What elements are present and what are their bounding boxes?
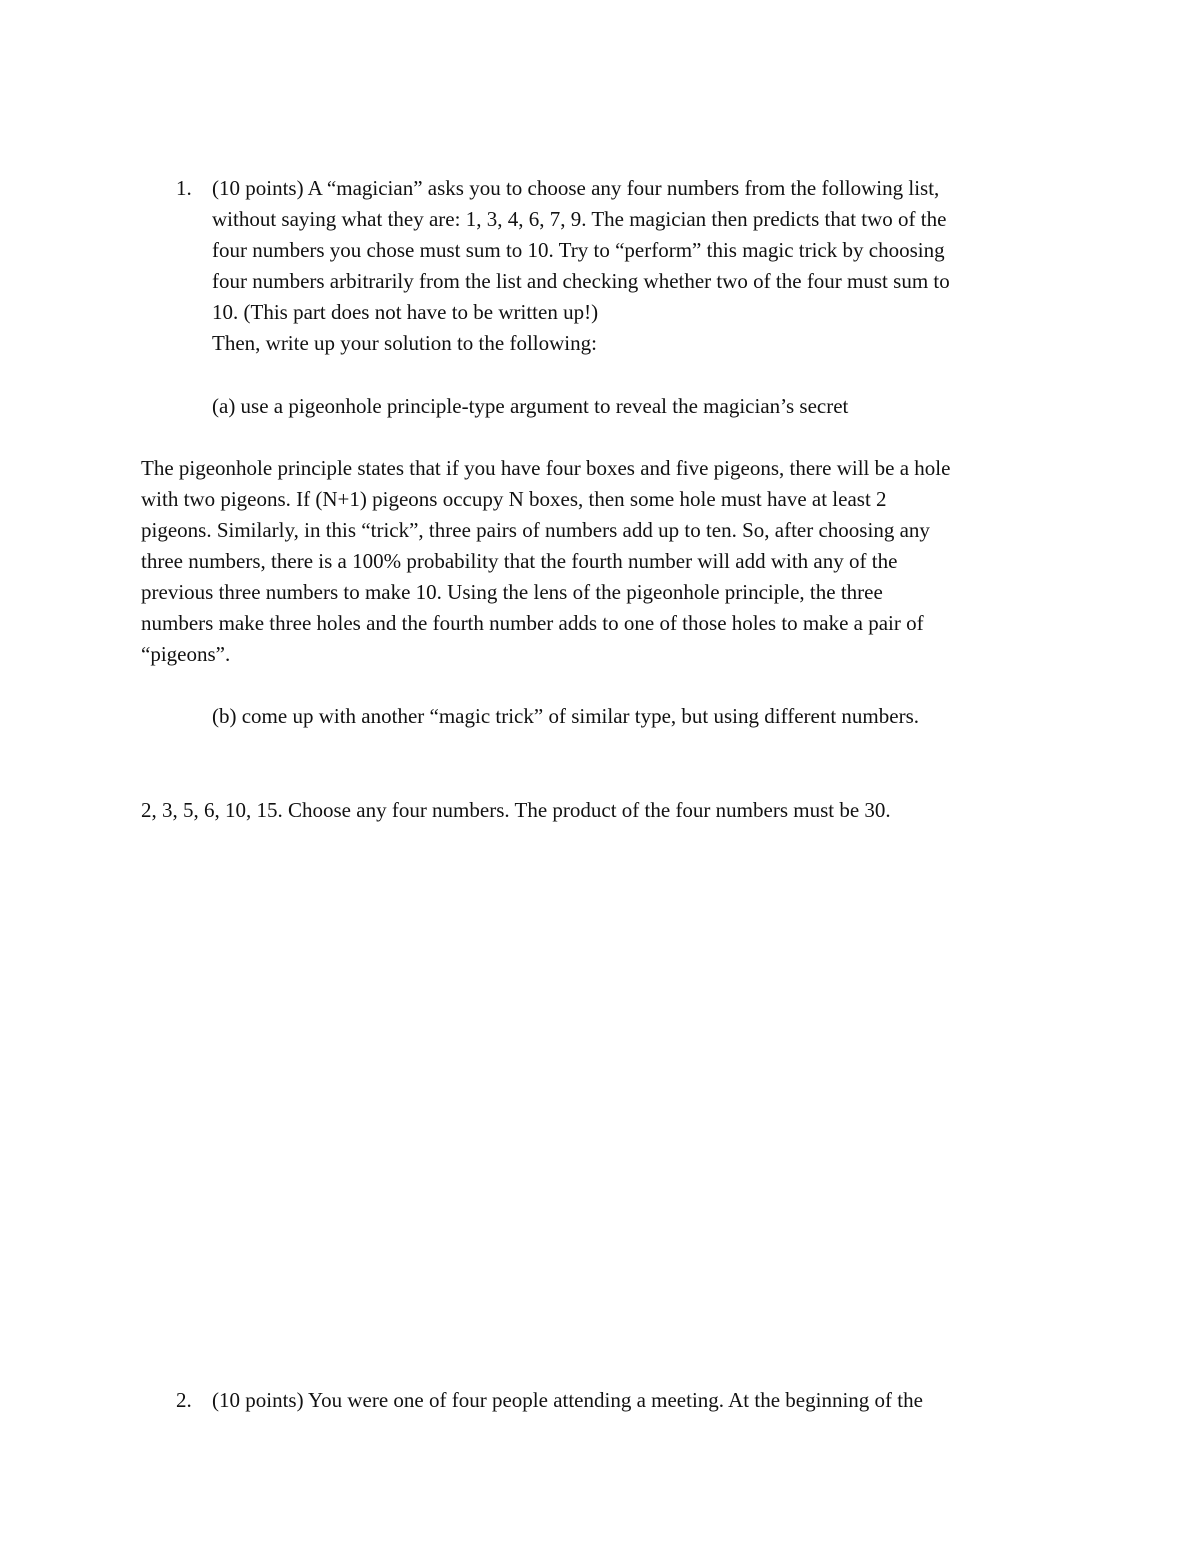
- question-2-number: 2.: [176, 1388, 192, 1412]
- answer-line: three numbers, there is a 100% probability that the fourth number will add with any of the: [141, 549, 898, 573]
- answer-line: pigeons. Similarly, in this “trick”, three pairs of numbers add up to ten. So, after choosing any: [141, 518, 930, 542]
- question-1-line: four numbers you chose must sum to 10. Try to “perform” this magic trick by choosing: [212, 238, 945, 262]
- part-b-answer: 2, 3, 5, 6, 10, 15. Choose any four numbers. The product of the four numbers must be 30.: [141, 798, 891, 822]
- answer-line: The pigeonhole principle states that if you have four boxes and five pigeons, there will be a hole: [141, 456, 951, 480]
- question-1-line: without saying what they are: 1, 3, 4, 6, 7, 9. The magician then predicts that two of the: [212, 207, 947, 231]
- answer-line: with two pigeons. If (N+1) pigeons occupy N boxes, then some hole must have at least 2: [141, 487, 887, 511]
- question-1-line: 10. (This part does not have to be written up!): [212, 300, 599, 324]
- question-1-number: 1.: [176, 176, 192, 200]
- answer-line: numbers make three holes and the fourth number adds to one of those holes to make a pair of: [141, 611, 924, 635]
- question-1-line: Then, write up your solution to the following:: [212, 331, 597, 355]
- question-1-line: four numbers arbitrarily from the list and checking whether two of the four must sum to: [212, 269, 950, 293]
- answer-line: “pigeons”.: [141, 642, 231, 666]
- part-b-prompt: (b) come up with another “magic trick” of similar type, but using different numbers.: [212, 704, 919, 728]
- question-2-line: (10 points) You were one of four people attending a meeting. At the beginning of the: [212, 1388, 923, 1412]
- answer-line: previous three numbers to make 10. Using the lens of the pigeonhole principle, the three: [141, 580, 883, 604]
- part-a-prompt: (a) use a pigeonhole principle-type argument to reveal the magician’s secret: [212, 394, 849, 418]
- question-1-line: (10 points) A “magician” asks you to choose any four numbers from the following list,: [212, 176, 940, 200]
